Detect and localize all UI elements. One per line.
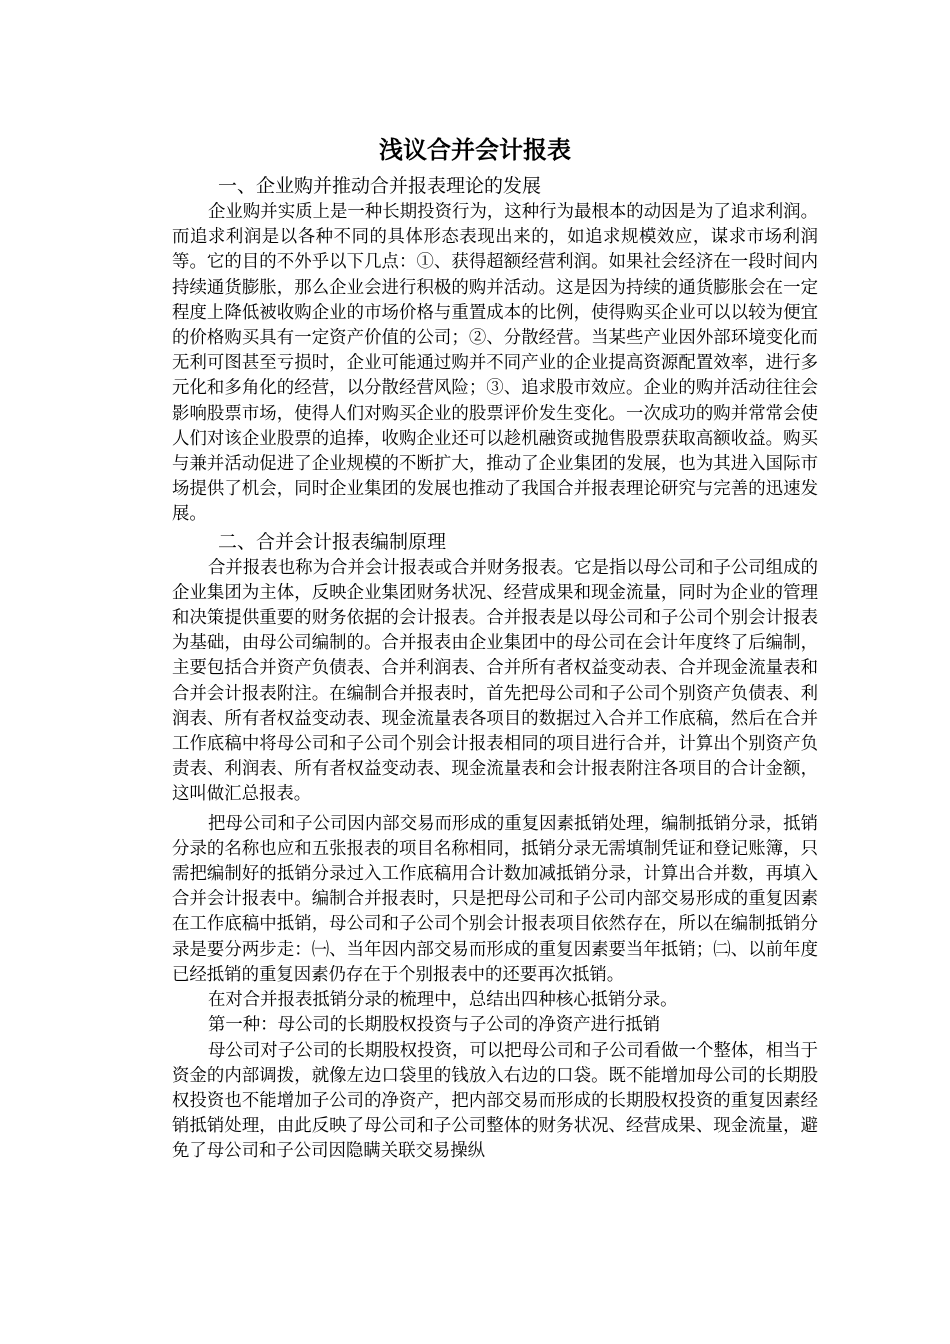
- section-heading-1: 一、企业购并推动合并报表理论的发展: [218, 175, 542, 197]
- paragraph: 合并报表也称为合并会计报表或合并财务报表。它是指以母公司和子公司组成的企业集团为主体，反映企业集团财务状况、经营成果和现金流量，同时为企业的管理和决策提供重要的财务依据的会计报表。合并报表是以母公司和子公司个别会计报表为基础，由母公司编制的。合并报表由企业集团中的母公司在会计年度终了后编制，主要包括合并资产负债表、合并利润表、合并所有者权益变动表、合并现金流量表和合并会计报表附注。在编制合并报表时，首先把母公司和子公司个别资产负债表、利润表、所有者权益变动表、现金流量表各项目的数据过入合并工作底稿，然后在合并工作底稿中将母公司和子公司个别会计报表相同的项目进行合并，计算出个别资产负责表、利润表、所有者权益变动表、现金流量表和会计报表附注各项目的合计金额，这叫做汇总报表。: [172, 557, 818, 805]
- section-heading-2: 二、合并会计报表编制原理: [218, 530, 447, 553]
- paragraph: 把母公司和子公司因内部交易而形成的重复因素抵销处理，编制抵销分录，抵销分录的名称也应和五张报表的项目名称相同，抵销分录无需填制凭证和登记账簿，只需把编制好的抵销分录过入工作底稿用合计数加减抵销分录，计算出合并数，再填入合并会计报表中。编制合并报表时，只是把母公司和子公司内部交易形成的重复因素在工作底稿中抵销，母公司和子公司个别会计报表项目依然存在，所以在编制抵销分录是要分两步走：㈠、当年因内部交易而形成的重复因素要当年抵销；㈡、以前年度已经抵销的重复因素仍存在于个别报表中的还要再次抵销。: [172, 813, 818, 985]
- paragraph: 第一种：母公司的长期股权投资与子公司的净资产进行抵销: [208, 1015, 661, 1036]
- document-body: [172, 172, 818, 1165]
- document-title: 浅议合并会计报表: [379, 136, 571, 164]
- paragraph: 在对合并报表抵销分录的梳理中，总结出四种核心抵销分录。: [208, 990, 678, 1011]
- paragraph: 母公司对子公司的长期股权投资，可以把母公司和子公司看做一个整体，相当于资金的内部调拨，就像左边口袋里的钱放入右边的口袋。既不能增加母公司的长期股权投资也不能增加子公司的净资产，把内部交易而形成的长期股权投资的重复因素经销抵销处理，由此反映了母公司和子公司整体的财务状况、经营成果、现金流量，避免了母公司和子公司因隐瞒关联交易操纵: [172, 1040, 818, 1162]
- paragraph: 企业购并实质上是一种长期投资行为，这种行为最根本的动因是为了追求利润。而追求利润是以各种不同的具体形态表现出来的，如追求规模效应，谋求市场利润等。它的目的不外乎以下几点：①、获得超额经营利润。如果社会经济在一段时间内持续通货膨胀，那么企业会进行积极的购并活动。这是因为持续的通货膨胀会在一定程度上降低被收购企业的市场价格与重置成本的比例，使得购买企业可以以较为便宜的价格购买具有一定资产价值的公司；②、分散经营。当某些产业因外部环境变化而无利可图甚至亏损时，企业可能通过购并不同产业的企业提高资源配置效率，进行多元化和多角化的经营，以分散经营风险；③、追求股市效应。企业的购并活动往往会影响股票市场，使得人们对购买企业的股票评价发生变化。一次成功的购并常常会使人们对该企业股票的追捧，收购企业还可以趁机融资或抛售股票获取高额收益。购买与兼并活动促进了企业规模的不断扩大，推动了企业集团的发展，也为其进入国际市场提供了机会，同时企业集团的发展也推动了我国合并报表理论研究与完善的迅速发展。: [172, 202, 818, 525]
